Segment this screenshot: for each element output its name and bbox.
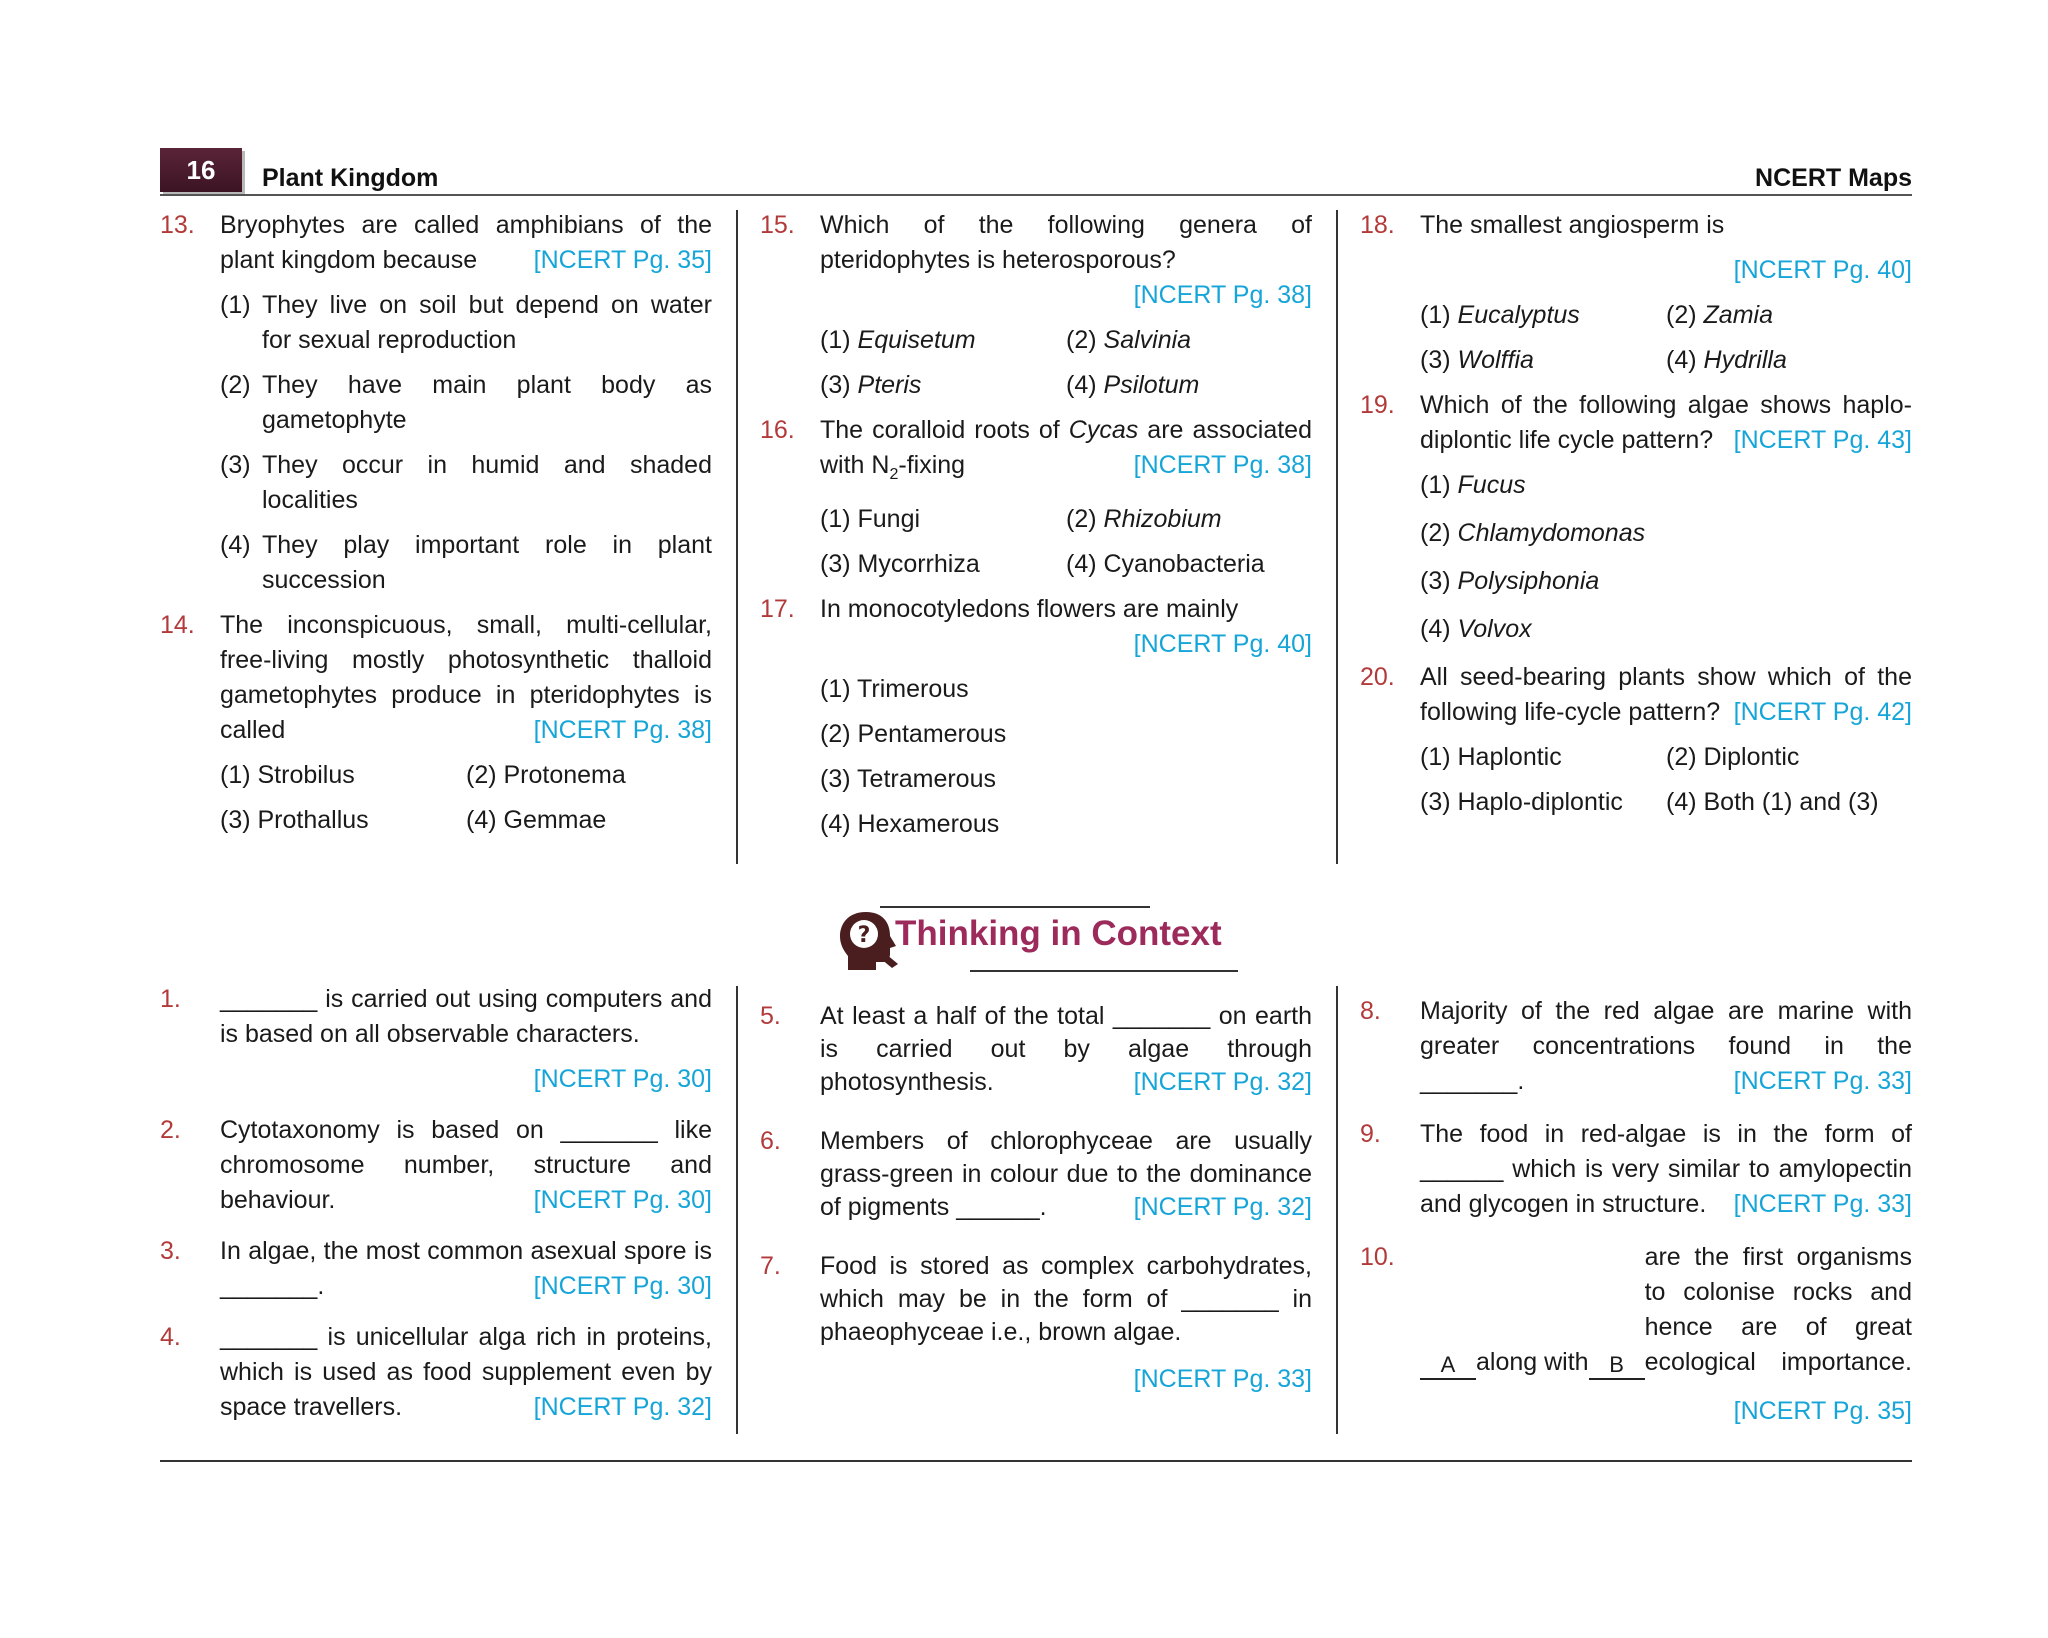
question-text: In monocotyledons flowers are mainly	[820, 595, 1239, 623]
blank[interactable]: _______	[560, 1116, 658, 1144]
column-divider	[736, 986, 738, 1434]
question-text: At least a half of the total _______ on earth is carried out by algae through photosynthesis. [NCERT Pg. 32]	[820, 1000, 1312, 1099]
ncert-ref: [NCERT Pg. 30]	[533, 1065, 712, 1093]
question-text: The inconspicuous, small, multi-cellular, free-living mostly photosynthetic thalloid gametophytes produce in pteridophytes is called	[220, 611, 712, 744]
mcq-column-3	[1360, 208, 1912, 830]
question-number: 20.	[1360, 663, 1395, 691]
tic-question-4	[160, 1320, 712, 1425]
svg-text:?: ?	[857, 923, 871, 948]
question-text: All seed-bearing plants show which of the following life-cycle pattern?	[1420, 663, 1912, 726]
option[interactable]: (2) Salvinia	[1066, 326, 1192, 354]
question-19	[1360, 388, 1912, 458]
blank[interactable]: _______	[220, 985, 318, 1013]
question-text: Which of the following algae shows haplo-diplontic life cycle pattern?	[1420, 391, 1912, 454]
question-14	[160, 608, 712, 748]
option[interactable]: (3) Polysiphonia	[1420, 567, 1600, 595]
question-number: 13.	[160, 211, 195, 239]
options-18	[1360, 298, 1912, 378]
question-text: Majority of the red algae are marine with greater concentrations found in the _______. [NCERT Pg. 33]	[1420, 994, 1912, 1099]
ncert-ref: [NCERT Pg. 32]	[1133, 1193, 1312, 1221]
tic-question-9	[1360, 1117, 1912, 1222]
question-number: 1.	[160, 985, 181, 1013]
tic-question-5	[760, 1000, 1312, 1099]
heading-rule-bottom	[970, 970, 1238, 972]
ncert-ref: [NCERT Pg. 38]	[1133, 451, 1312, 479]
column-divider	[1336, 210, 1338, 864]
ncert-ref: [NCERT Pg. 43]	[1733, 426, 1912, 454]
option[interactable]: (3) Wolffia	[1420, 346, 1534, 374]
blank[interactable]: _______	[1420, 1067, 1518, 1095]
option[interactable]: (2) Protonema	[466, 761, 626, 789]
option[interactable]: (4) Gemmae	[466, 806, 607, 834]
option[interactable]: (1) Equisetum	[820, 326, 976, 354]
mcq-column-1	[160, 208, 712, 848]
option[interactable]: (2) Zamia	[1666, 301, 1773, 329]
question-text: _______ is unicellular alga rich in proteins, which is used as food supplement even by space travellers. [NCERT Pg. 32]	[220, 1320, 712, 1425]
option[interactable]: (4) Hydrilla	[1666, 346, 1787, 374]
option[interactable]: (2) Chlamydomonas	[1420, 519, 1646, 547]
options-17	[760, 672, 1312, 842]
chapter-title: Plant Kingdom	[262, 164, 439, 192]
book-title: NCERT Maps	[1755, 164, 1912, 192]
blank-b[interactable]: B	[1589, 1352, 1645, 1380]
question-text: Cytotaxonomy is based on _______ like chromosome number, structure and behaviour. [NCERT Pg. 30]	[220, 1113, 712, 1218]
question-number: 3.	[160, 1237, 181, 1265]
ncert-ref: [NCERT Pg. 33]	[1733, 1067, 1912, 1095]
section-title: Thinking in Context	[895, 914, 1222, 953]
option[interactable]: (4) Cyanobacteria	[1066, 550, 1265, 578]
question-text: The smallest angiosperm is	[1420, 211, 1725, 239]
tic-question-3	[160, 1234, 712, 1304]
option[interactable]: (3) They occur in humid and shaded localities	[220, 451, 712, 514]
question-text: Which of the following genera of pteridophytes is heterosporous?	[820, 211, 1312, 274]
question-16	[760, 413, 1312, 492]
tic-column-2	[760, 1000, 1312, 1406]
options-15	[760, 323, 1312, 403]
options-16	[760, 502, 1312, 582]
ncert-ref: [NCERT Pg. 38]	[533, 716, 712, 744]
question-20	[1360, 660, 1912, 730]
page-number: 16	[160, 148, 242, 192]
options-20	[1360, 740, 1912, 820]
option[interactable]: (1) Fucus	[1420, 471, 1526, 499]
question-text: In algae, the most common asexual spore is _______. [NCERT Pg. 30]	[220, 1234, 712, 1304]
tic-question-2	[160, 1113, 712, 1218]
question-number: 14.	[160, 611, 195, 639]
options-13	[160, 288, 712, 598]
question-number: 5.	[760, 1002, 781, 1030]
question-text: Bryophytes are called amphibians of the plant kingdom because	[220, 211, 712, 274]
question-number: 10.	[1360, 1243, 1395, 1271]
question-number: 7.	[760, 1252, 781, 1280]
mcq-column-2	[760, 208, 1312, 852]
tic-question-6	[760, 1125, 1312, 1224]
option[interactable]: (2) Diplontic	[1666, 743, 1800, 771]
question-number: 16.	[760, 416, 795, 444]
ncert-ref: [NCERT Pg. 32]	[533, 1393, 712, 1421]
blank[interactable]: ______	[1420, 1155, 1504, 1183]
question-number: 18.	[1360, 211, 1395, 239]
question-text-rest: are the first organisms to colonise rocks and hence are of great ecological importance.	[1644, 1243, 1912, 1376]
option[interactable]: (2) Rhizobium	[1066, 505, 1222, 533]
question-number: 2.	[160, 1116, 181, 1144]
footer-rule	[160, 1460, 1912, 1462]
option[interactable]: (3) Prothallus	[220, 806, 369, 834]
option[interactable]: (4) Hexamerous	[820, 810, 1000, 838]
options-19	[1360, 468, 1912, 647]
question-13	[160, 208, 712, 278]
option[interactable]: (1) Haplontic	[1420, 743, 1562, 771]
question-number: 4.	[160, 1323, 181, 1351]
question-text: Members of chlorophyceae are usually grass-green in colour due to the dominance of pigments ______. [NCERT Pg. 32]	[820, 1125, 1312, 1224]
question-number: 17.	[760, 595, 795, 623]
question-number: 19.	[1360, 391, 1395, 419]
options-14	[160, 758, 712, 838]
ncert-ref: [NCERT Pg. 40]	[1133, 630, 1312, 658]
blank-a[interactable]: A	[1420, 1352, 1476, 1380]
ncert-ref: [NCERT Pg. 40]	[1733, 256, 1912, 284]
question-number: 15.	[760, 211, 795, 239]
question-text: The coralloid roots of Cycas are associated with $N_2$-fixing [NCERT Pg. 38]	[820, 416, 1312, 483]
ncert-ref: [NCERT Pg. 42]	[1733, 698, 1912, 726]
blank[interactable]: _______	[1112, 1002, 1211, 1030]
header-rule	[160, 194, 1912, 196]
question-17	[760, 592, 1312, 662]
option[interactable]: (3) Haplo-diplontic	[1420, 788, 1623, 816]
ncert-ref: [NCERT Pg. 33]	[1733, 1190, 1912, 1218]
option[interactable]: (4) They play important role in plant succession	[220, 531, 712, 594]
question-15	[760, 208, 1312, 313]
option[interactable]: (1) Fungi	[820, 505, 921, 533]
option[interactable]: (4) Volvox	[1420, 615, 1532, 643]
heading-rule-top	[880, 906, 1150, 908]
option[interactable]: (4) Both (1) and (3)	[1666, 788, 1879, 816]
column-divider	[736, 210, 738, 864]
question-text: _______ is carried out using computers and is based on all observable characters.	[220, 985, 712, 1048]
ncert-ref: [NCERT Pg. 35]	[533, 246, 712, 274]
ncert-ref: [NCERT Pg. 35]	[1733, 1397, 1912, 1425]
question-text: Food is stored as complex carbohydrates, which may be in the form of _______ in phaeophyceae i.e., brown algae.	[820, 1252, 1312, 1346]
ncert-ref: [NCERT Pg. 30]	[533, 1272, 712, 1300]
option[interactable]: (1) Strobilus	[220, 761, 355, 789]
tic-question-7	[760, 1250, 1312, 1396]
option[interactable]: (2) Pentamerous	[820, 720, 1007, 748]
ncert-ref: [NCERT Pg. 30]	[533, 1186, 712, 1214]
tic-column-3	[1360, 994, 1912, 1439]
option[interactable]: (3) Pteris	[820, 371, 922, 399]
question-text: A along with B are the first organisms to colonise rocks and hence are of great ecological importance.	[1420, 1240, 1912, 1380]
question-number: 9.	[1360, 1120, 1381, 1148]
blank[interactable]: ______	[956, 1193, 1040, 1221]
ncert-ref: [NCERT Pg. 38]	[1133, 281, 1312, 309]
blank[interactable]: _______	[220, 1272, 318, 1300]
ncert-ref: [NCERT Pg. 32]	[1133, 1068, 1312, 1096]
option[interactable]: (3) Tetramerous	[820, 765, 996, 793]
question-number: 6.	[760, 1127, 781, 1155]
blank[interactable]: _______	[1181, 1285, 1279, 1313]
question-number: 8.	[1360, 997, 1381, 1025]
option[interactable]: (2) They have main plant body as gametophyte	[220, 371, 712, 434]
column-divider	[1336, 986, 1338, 1434]
question-18	[1360, 208, 1912, 288]
option[interactable]: (4) Psilotum	[1066, 371, 1200, 399]
blank[interactable]: _______	[220, 1323, 318, 1351]
tic-question-1	[160, 982, 712, 1097]
tic-question-10	[1360, 1240, 1912, 1429]
ncert-ref: [NCERT Pg. 33]	[1133, 1365, 1312, 1393]
option[interactable]: (1) Eucalyptus	[1420, 301, 1580, 329]
option[interactable]: (3) Mycorrhiza	[820, 550, 980, 578]
option[interactable]: (1) Trimerous	[820, 675, 969, 703]
tic-question-8	[1360, 994, 1912, 1099]
tic-column-1	[160, 982, 712, 1435]
question-text: The food in red-algae is in the form of ______ which is very similar to amylopectin and glycogen in structure. [NCERT Pg. 33]	[1420, 1117, 1912, 1222]
option[interactable]: (1) They live on soil but depend on water for sexual reproduction	[220, 291, 712, 354]
